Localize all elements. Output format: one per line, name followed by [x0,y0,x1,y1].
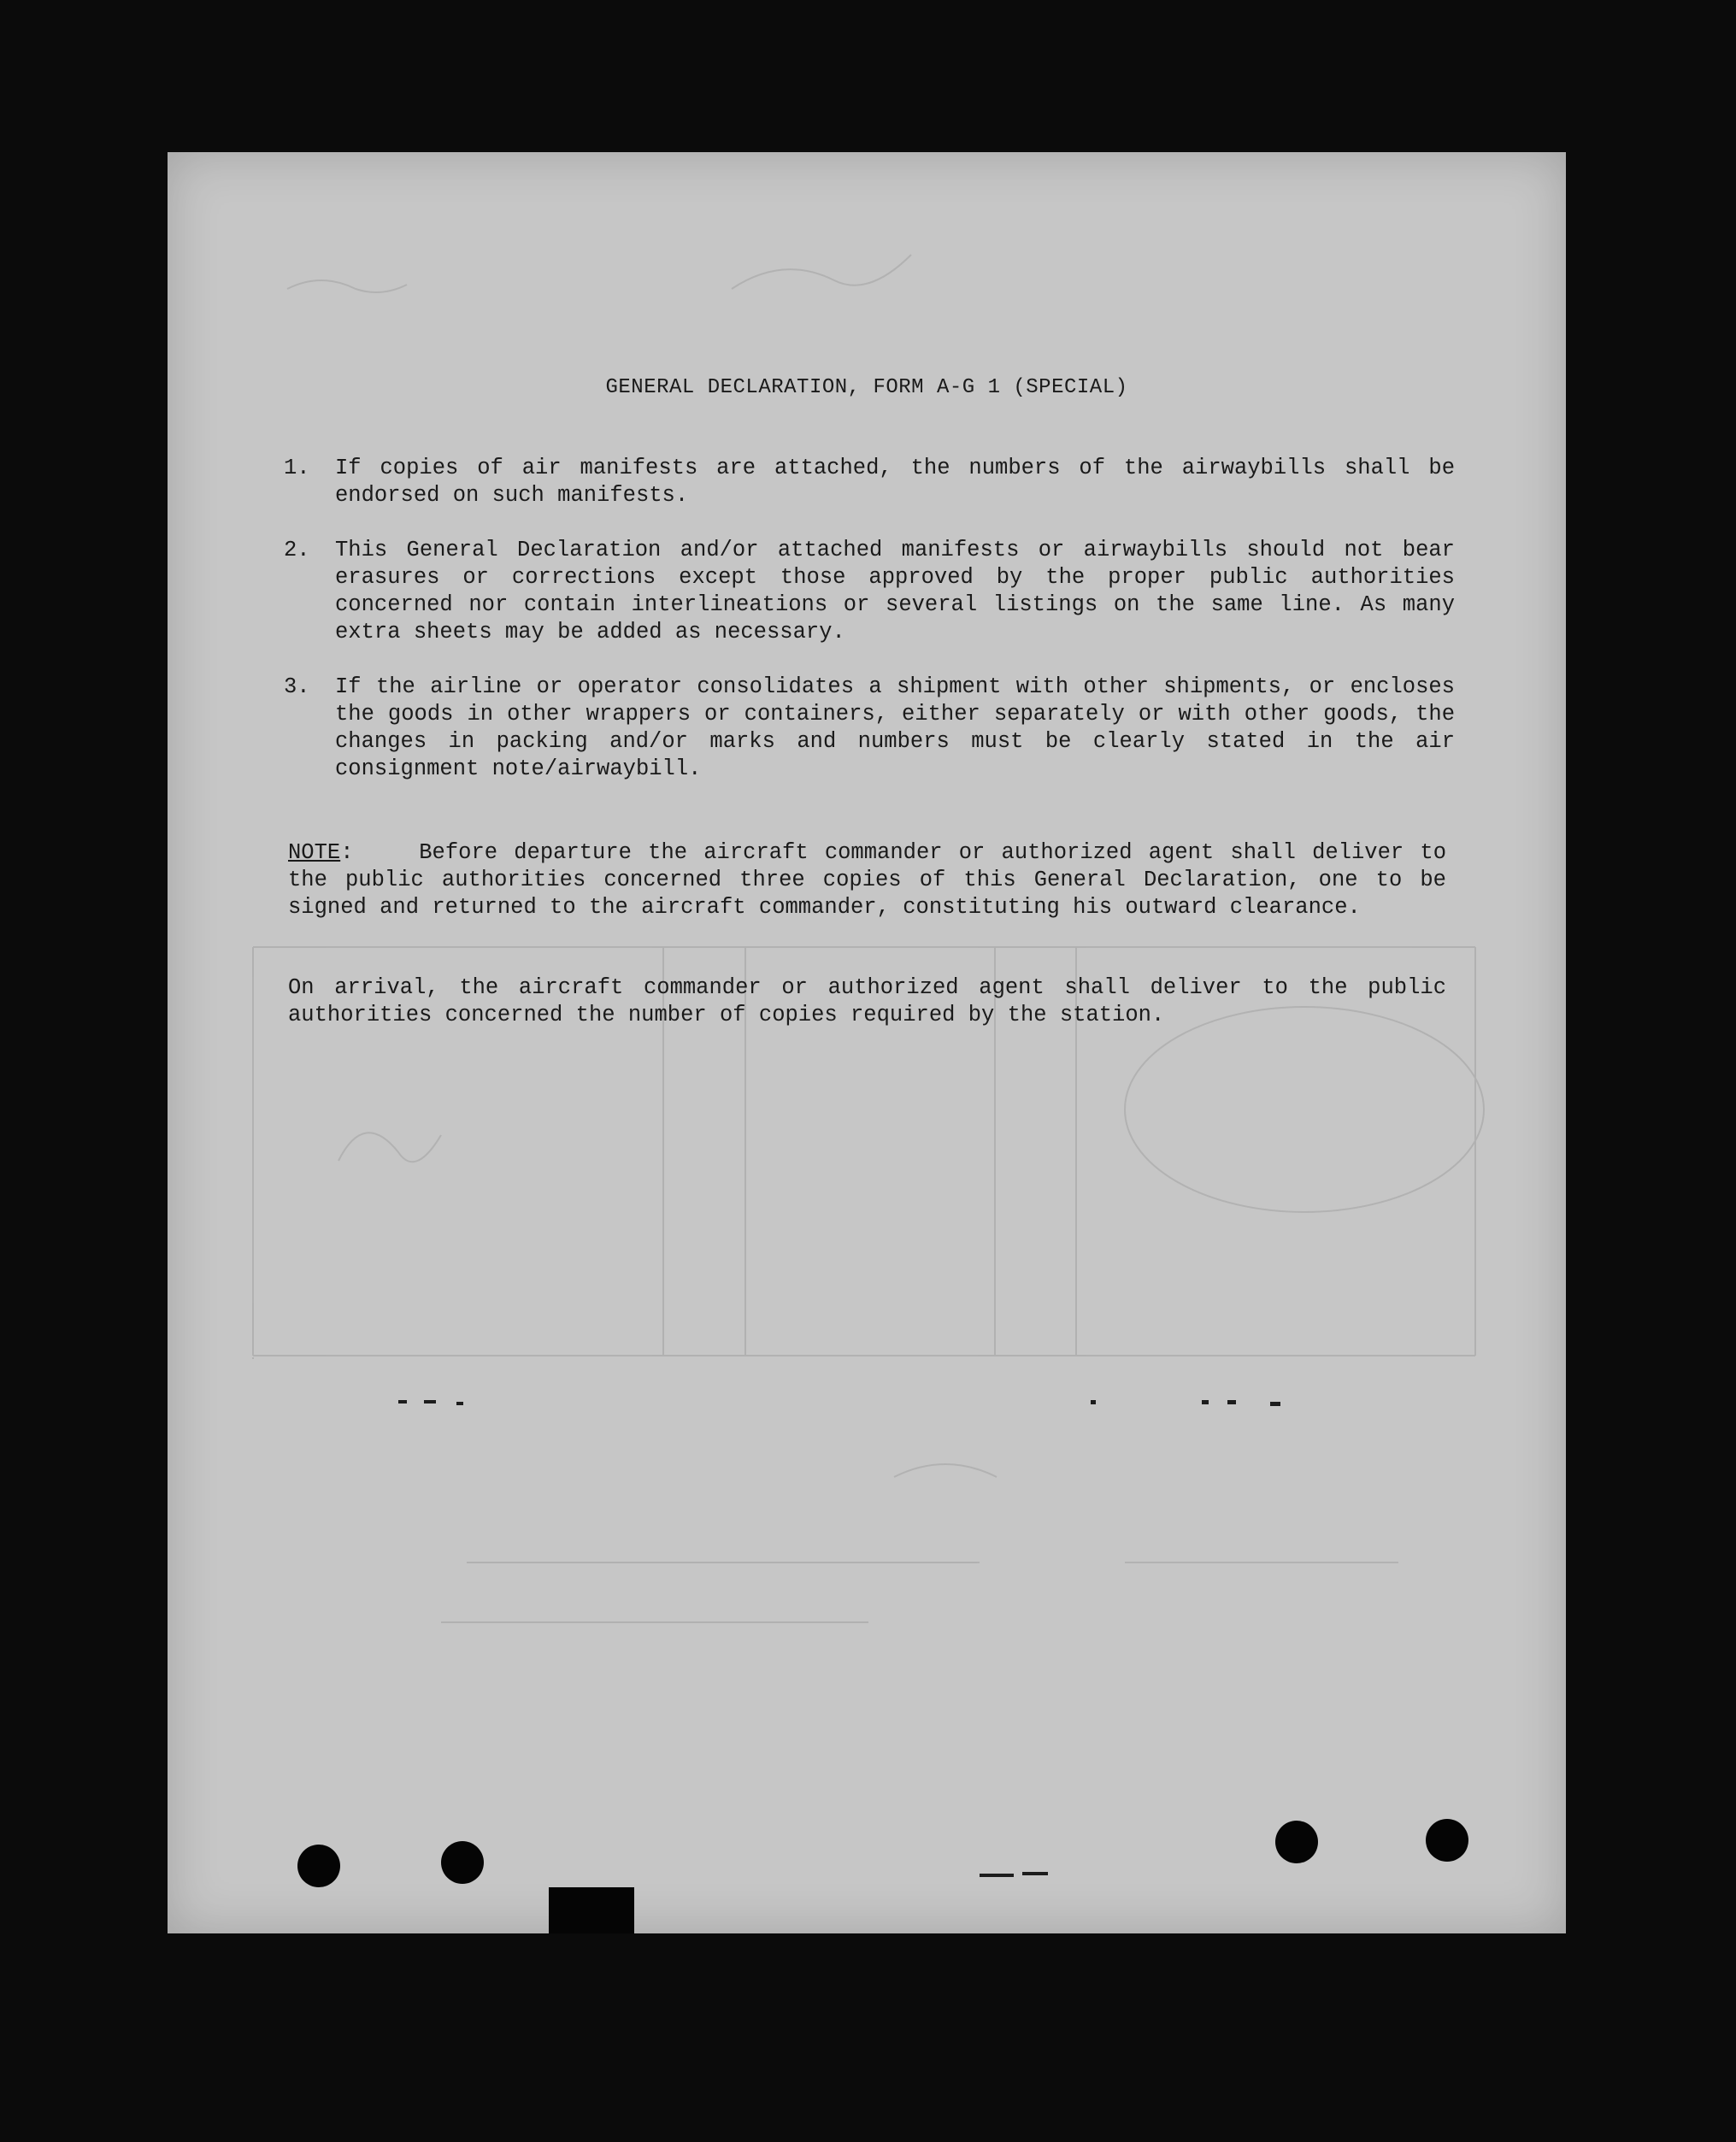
arrival-paragraph: On arrival, the aircraft commander or authorized agent shall deliver to the public authorities concerned the number of copies required by the station. [288,975,1446,1027]
item-number: 1. [284,456,310,480]
punch-hole [297,1845,340,1887]
document-text [168,152,1566,1933]
item-number: 3. [284,674,310,699]
punch-hole [1275,1821,1318,1863]
instruction-item-1 [284,455,1455,509]
punch-hole [441,1841,484,1884]
item-text: This General Declaration and/or attached manifests or airwaybills should not bear erasures or corrections except those approved by the proper public authorities concerned nor contain interlineations or several listings on the same line. As many extra sheets may be added as necessary. [335,538,1455,644]
instruction-item-3 [284,674,1455,783]
document-page [168,152,1566,1933]
form-title: GENERAL DECLARATION, FORM A-G 1 (SPECIAL) [605,376,1128,399]
item-text: If the airline or operator consolidates a shipment with other shipments, or encloses the goods in other wrappers or containers, either separately or with other goods, the changes in packing and/or marks and numbers must be clearly stated in the air consignment note/airwaybill. [335,674,1455,781]
clip-mark [549,1887,634,1933]
punch-hole [1426,1819,1468,1862]
note-text: Before departure the aircraft commander or authorized agent shall deliver to the public authorities concerned three copies of this General Declaration, one to be signed and returned to the aircraft commander, constituting his outward clearance. [288,840,1447,920]
item-number: 2. [284,538,310,562]
instruction-item-2 [284,537,1455,646]
note-paragraph: NOTE: Before departure the aircraft commander or authorized agent shall deliver to the public authorities concerned three copies of this General Declaration, one to be signed and returned to the aircraft commander, constituting his outward clearance. [288,840,1447,920]
item-text: If copies of air manifests are attached, the numbers of the airwaybills shall be endorsed on such manifests. [335,456,1455,508]
note-label: NOTE [288,840,341,865]
